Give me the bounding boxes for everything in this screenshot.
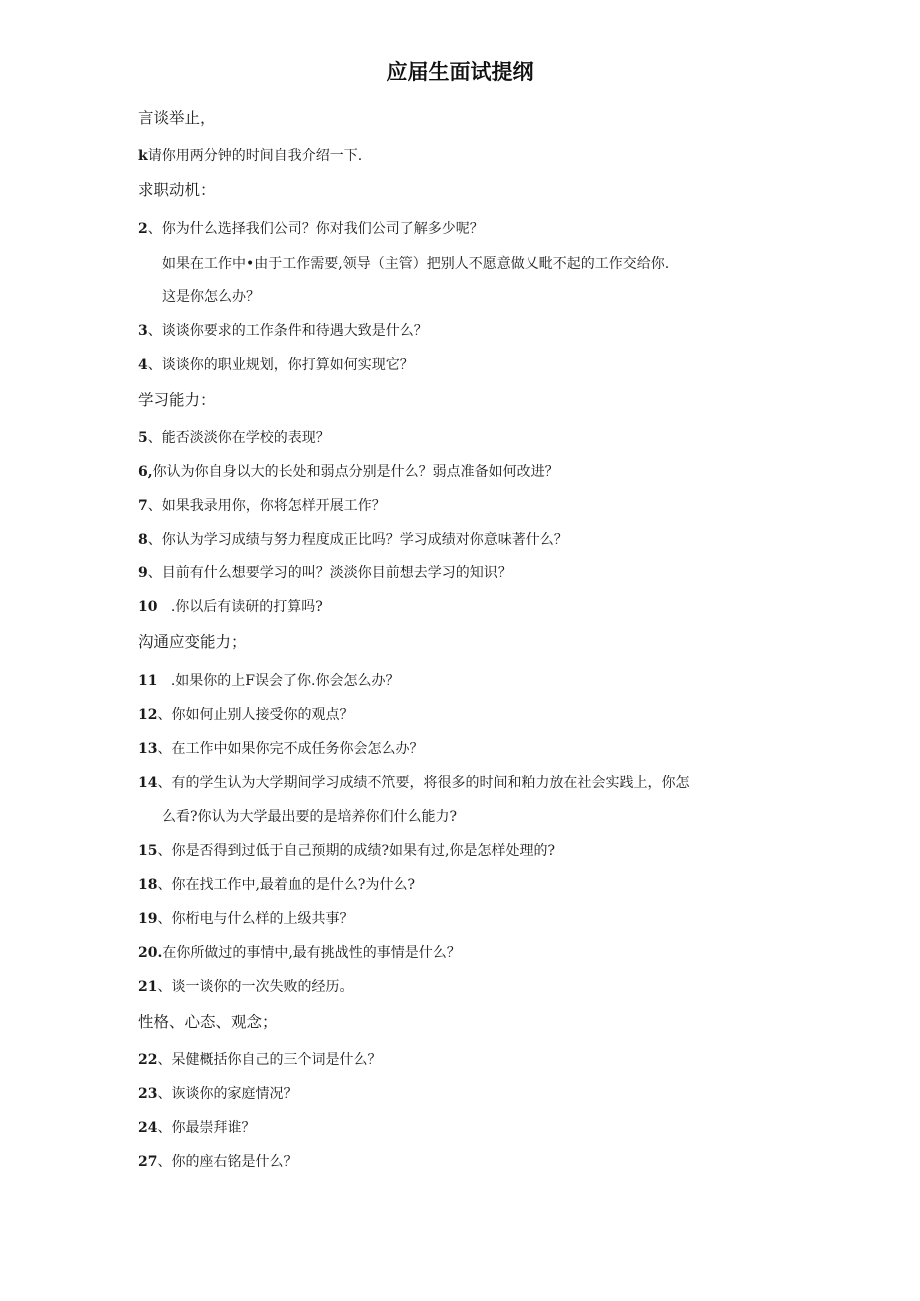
list-item: 19、你桁电与什么样的上级共事？ <box>138 911 354 927</box>
list-item: 6,你认为你自身以大的长处和弱点分别是什么？弱点准备如何改进？ <box>138 464 559 480</box>
list-item: 5、能否淡淡你在学校的表现？ <box>138 430 330 446</box>
list-item: 23、诙谈你的家庭情况？ <box>138 1086 298 1102</box>
list-item: 18、你在找工作中,最着血的是什么?为什么? <box>138 877 415 893</box>
list-item-continuation: 么看?你认为大学最出要的是培养你们什么能力? <box>162 809 458 825</box>
list-item: 12、你如何止别人接受你的观点？ <box>138 707 354 723</box>
list-item: 7、如果我录用你，你将怎样开展工作？ <box>138 498 386 514</box>
section-heading: 沟通应变能力； <box>138 633 247 651</box>
section-heading: 学习能力： <box>138 391 216 409</box>
list-item: 21、谈一谈你的一次失败的经历。 <box>138 979 354 995</box>
list-item: 3、谈谈你要求的工作条件和待遇大致是什么？ <box>138 323 428 339</box>
list-item: 11 .如果你的上F误会了你.你会怎么办？ <box>138 673 400 689</box>
list-item: 22、呆健概括你自己的三个词是什么？ <box>138 1052 382 1068</box>
list-item-continuation: 如果在工作中•由于工作需要,领导（主管）把别人不愿意做乂毗不起的工作交给你. <box>162 256 670 272</box>
list-item: 4、谈谈你的职业规划，你打算如何实现它？ <box>138 357 414 373</box>
list-item: 8、你认为学习成绩与努力程度成正比吗？学习成绩对你意味著什么？ <box>138 532 568 548</box>
list-item: 24、你最崇拜谁？ <box>138 1120 256 1136</box>
section-heading: 性格、心态、观念； <box>138 1013 278 1031</box>
list-item: 27、你的座右铭是什么？ <box>138 1154 298 1170</box>
section-heading: 求职动机： <box>138 181 216 199</box>
section-heading: 言谈举止， <box>138 109 216 127</box>
list-item: 10 .你以后有读研的打算吗? <box>138 599 323 615</box>
page-title: 应届生面试提纲 <box>386 60 534 84</box>
list-item: 9、目前有什么想要学习的叫？淡淡你目前想去学习的知识？ <box>138 565 512 581</box>
list-item: 20.在你所做过的事情中,最有挑战性的事情是什么？ <box>138 945 461 961</box>
list-item: 15、你是否得到过低于自己预期的成绩?如果有过,你是怎样处理的? <box>138 843 555 859</box>
list-item: k请你用两分钟的时间自我介绍一下. <box>138 148 363 164</box>
list-item: 2、你为什么选择我们公司？你对我们公司了解多少呢？ <box>138 221 484 237</box>
list-item-continuation: 这是你怎么办？ <box>162 289 260 305</box>
list-item: 14、有的学生认为大学期间学习成绩不笊要，将很多的时间和粕力放在社会实践上，你怎 <box>138 775 690 791</box>
list-item: 13、在工作中如果你完不成任务你会怎么办？ <box>138 741 424 757</box>
